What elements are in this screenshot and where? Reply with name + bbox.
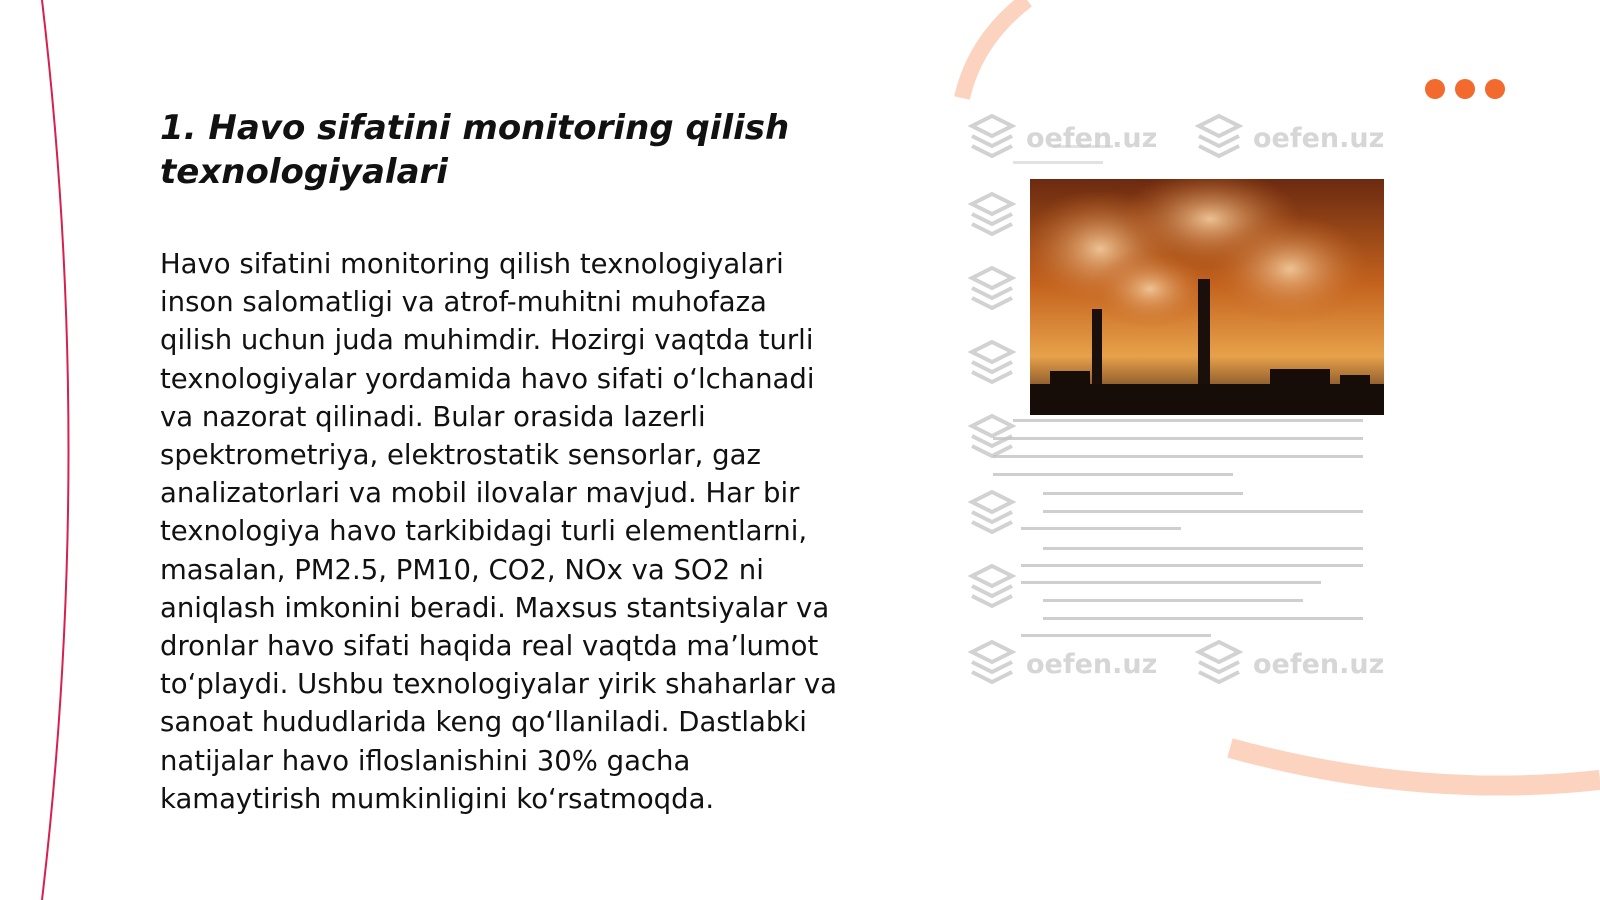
stacked-layers-icon (968, 338, 1016, 390)
slide-title: 1. Havo sifatini monitoring qilish texnologiyalari (160, 108, 790, 192)
watermark (968, 562, 1016, 614)
doc-text-line (993, 473, 1233, 476)
doc-text-line (1021, 564, 1363, 567)
watermark-text: oefen.uz (1026, 122, 1158, 154)
stacked-layers-icon (968, 638, 1016, 690)
slide-body-text: Havo sifatini monitoring qilish texnologiyalari inson salomatligi va atrof-muhitni muhofaza qilish uchun juda muhimdir. Hozirgi vaqtda turli texnologiyalar yordamida havo sifati o‘lchanadi va nazorat qilinadi. Bular orasida lazerli spektrometriya, elektrostatik sensorlar, gaz analizatorlari va mobil ilovalar mavjud. Har bir texnologiya havo tarkibidagi turli elementlarni, masalan, PM2.5, PM10, CO2, NOx va SO2 ni aniqlash imkonini beradi. Maxsus stantsiyalar va dronlar havo sifati haqida real vaqtda ma’lumot to‘playdi. Ushbu texnologiyalar yirik shaharlar va sanoat hududlarida keng qo‘llaniladi. Dastlabki natijalar havo ifloslanishini 30% gacha kamaytirish mumkinligini ko‘rsatmoqda. (160, 248, 838, 815)
stacked-layers-icon (1195, 112, 1243, 164)
doc-text-line (993, 455, 1363, 458)
stacked-layers-icon (968, 488, 1016, 540)
doc-text-line (1043, 547, 1363, 550)
dot (1455, 79, 1475, 99)
doc-text-line (1013, 419, 1363, 422)
doc-text-line (1043, 492, 1243, 495)
dot (1485, 79, 1505, 99)
watermark-text: oefen.uz (1026, 648, 1158, 680)
doc-text-line (1043, 510, 1363, 513)
doc-text-line (1021, 527, 1181, 530)
stacked-layers-icon (968, 412, 1016, 464)
doc-text-line (993, 437, 1363, 440)
watermark (1195, 638, 1384, 690)
watermark (968, 638, 1157, 690)
stacked-layers-icon (1195, 638, 1243, 690)
stacked-layers-icon (968, 190, 1016, 242)
stacked-layers-icon (968, 264, 1016, 316)
watermark (968, 488, 1016, 540)
watermark (968, 264, 1016, 316)
watermark-text: oefen.uz (1253, 122, 1385, 154)
left-decorative-curve (0, 0, 120, 900)
watermark (968, 412, 1016, 464)
watermark (968, 190, 1016, 242)
watermark (1195, 112, 1384, 164)
doc-text-line (1021, 634, 1211, 637)
doc-text-line (1043, 599, 1303, 602)
stacked-layers-icon (968, 562, 1016, 614)
watermark-text: oefen.uz (1253, 648, 1385, 680)
doc-text-line (1043, 617, 1363, 620)
dot (1425, 79, 1445, 99)
factory-chimneys-smoke-photo (1030, 179, 1384, 415)
watermark (968, 112, 1157, 164)
stacked-layers-icon (968, 112, 1016, 164)
watermark (968, 338, 1016, 390)
three-dots-icon (1425, 79, 1505, 99)
doc-text-line (1021, 581, 1321, 584)
